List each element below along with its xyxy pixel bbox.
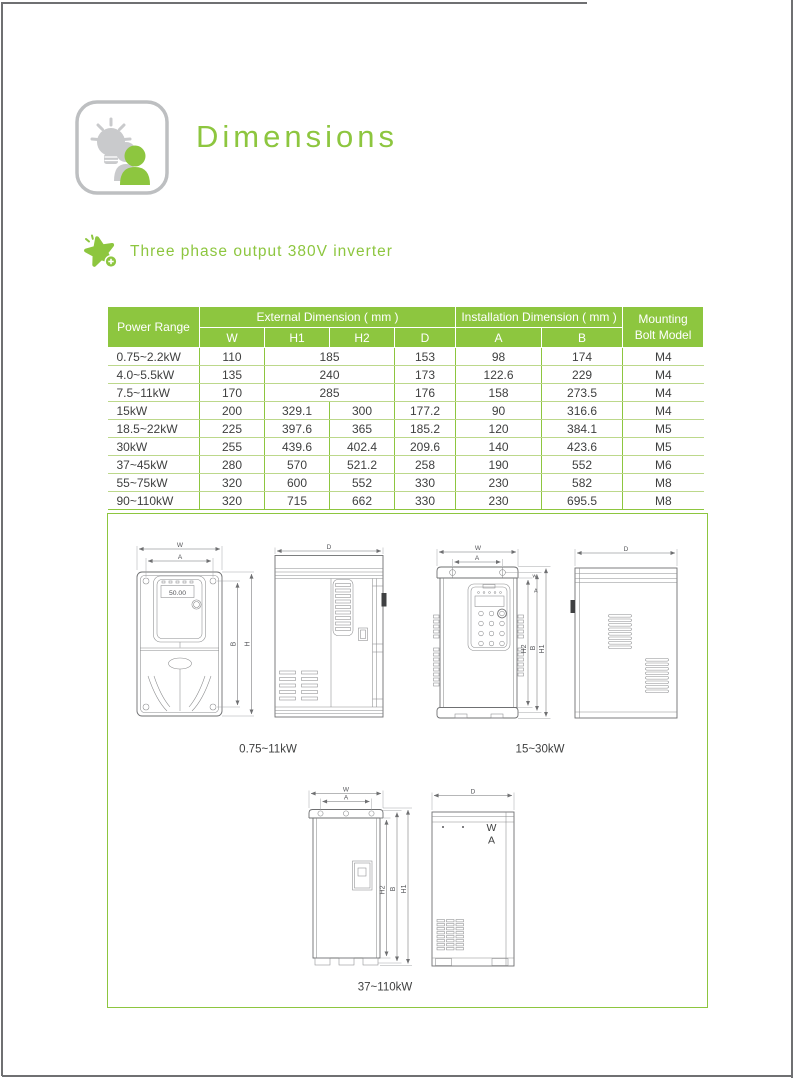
dim-label-b: B	[390, 886, 397, 892]
cell-h2: 552	[330, 474, 395, 492]
dim-label-b: B	[230, 641, 238, 647]
cell-b: 384.1	[542, 420, 623, 438]
cell-bolt: M4	[623, 384, 704, 402]
cell-w: 200	[200, 402, 265, 420]
star-icon	[82, 234, 122, 277]
side-label-w: W	[486, 822, 497, 834]
cell-h1: 397.6	[265, 420, 330, 438]
dim-label-d: D	[326, 543, 332, 551]
subheader-d: D	[395, 328, 456, 348]
table-row	[108, 348, 704, 366]
display-medium	[475, 596, 504, 607]
dim-label-w: W	[176, 541, 184, 549]
cell-a: 190	[456, 456, 542, 474]
dim-label-d: D	[623, 545, 629, 553]
cell-bolt: M4	[623, 402, 704, 420]
dim-label-w: W	[342, 786, 350, 794]
cell-a: 230	[456, 492, 542, 510]
header-mounting-bolt: Mounting Bolt Model	[623, 307, 704, 348]
subheader-a: A	[456, 328, 542, 348]
cell-a: 90	[456, 402, 542, 420]
cell-range: 30kW	[108, 438, 200, 456]
cell-d: 173	[395, 366, 456, 384]
cell-a: 230	[456, 474, 542, 492]
cell-a: 140	[456, 438, 542, 456]
mount-tab	[382, 593, 387, 607]
table-row	[108, 366, 704, 384]
front-view-large	[309, 786, 412, 965]
cell-h1: 600	[265, 474, 330, 492]
cell-a: 158	[456, 384, 542, 402]
cell-b: 174	[542, 348, 623, 366]
page-border-right	[791, 0, 793, 1078]
cell-w: 170	[200, 384, 265, 402]
front-view-medium	[434, 545, 551, 719]
cell-h: 185	[265, 348, 395, 366]
cell-range: 37~45kW	[108, 456, 200, 474]
side-label-a: A	[487, 834, 496, 847]
subheader-b: B	[542, 328, 623, 348]
cell-b: 552	[542, 456, 623, 474]
page-border-left	[1, 2, 3, 1076]
cell-h2: 365	[330, 420, 395, 438]
vent-slots-icon	[280, 671, 318, 700]
logo-oval	[169, 658, 192, 669]
cell-range: 4.0~5.5kW	[108, 366, 200, 384]
cell-w: 320	[200, 492, 265, 510]
side-view-medium	[571, 546, 678, 718]
cell-w: 320	[200, 474, 265, 492]
dim-label-d: D	[470, 788, 476, 796]
dim-label-a: A	[474, 554, 480, 562]
cell-a: 122.6	[456, 366, 542, 384]
cell-b: 273.5	[542, 384, 623, 402]
side-view-large	[432, 788, 514, 966]
caption-medium: 15~30kW	[515, 743, 565, 756]
page-title: Dimensions	[196, 119, 398, 154]
cell-b: 695.5	[542, 492, 623, 510]
cell-d: 330	[395, 492, 456, 510]
cell-range: 18.5~22kW	[108, 420, 200, 438]
dim-label-b: B	[530, 645, 537, 651]
display-value: 50.00	[168, 589, 187, 597]
header-external-dimension: External Dimension ( mm )	[200, 307, 456, 328]
cell-h2: 300	[330, 402, 395, 420]
vent-slots-icon	[437, 920, 464, 950]
cell-b: 316.6	[542, 402, 623, 420]
cell-bolt: M4	[623, 366, 704, 384]
cell-w: 110	[200, 348, 265, 366]
cell-w: 255	[200, 438, 265, 456]
front-view-small	[137, 542, 254, 716]
cell-h1: 329.1	[265, 402, 330, 420]
cell-h1: 570	[265, 456, 330, 474]
drawing-group-medium	[434, 545, 678, 756]
dim-label-small-w: w	[532, 573, 537, 580]
cell-h1: 439.6	[265, 438, 330, 456]
cell-range: 7.5~11kW	[108, 384, 200, 402]
subheader-w: W	[200, 328, 265, 348]
dim-label-w: W	[474, 544, 482, 552]
cell-bolt: M4	[623, 348, 704, 366]
dim-label-h: H	[244, 641, 252, 647]
cell-d: 209.6	[395, 438, 456, 456]
side-view-small	[275, 544, 387, 717]
caption-small: 0.75~11kW	[239, 743, 297, 756]
drawings-panel	[107, 513, 708, 1008]
table-row	[108, 402, 704, 420]
table-row	[108, 384, 704, 402]
cell-h1: 715	[265, 492, 330, 510]
cell-bolt: M5	[623, 438, 704, 456]
cell-w: 225	[200, 420, 265, 438]
keypad-window	[353, 861, 373, 890]
vent-grille-icon	[609, 615, 632, 649]
cell-range: 0.75~2.2kW	[108, 348, 200, 366]
header-icon	[74, 99, 171, 202]
page-border-top	[2, 2, 587, 4]
page-border-bottom	[2, 1075, 792, 1077]
drawing-group-small	[137, 542, 387, 756]
dim-label-small-a: A	[534, 588, 538, 595]
caption-large: 37~110kW	[357, 981, 413, 994]
keypad-medium	[468, 584, 510, 651]
cell-range: 55~75kW	[108, 474, 200, 492]
cell-w: 280	[200, 456, 265, 474]
cell-d: 153	[395, 348, 456, 366]
cell-d: 185.2	[395, 420, 456, 438]
cell-bolt: M8	[623, 492, 704, 510]
table-row	[108, 492, 704, 510]
vent-grille-icon	[333, 580, 353, 636]
cell-b: 582	[542, 474, 623, 492]
table-row	[108, 438, 704, 456]
cell-d: 330	[395, 474, 456, 492]
dim-label-a: A	[343, 794, 349, 802]
cell-h: 285	[265, 384, 395, 402]
cell-d: 258	[395, 456, 456, 474]
cell-bolt: M8	[623, 474, 704, 492]
vent-grille-icon	[646, 659, 669, 693]
cell-range: 90~110kW	[108, 492, 200, 510]
section-subtitle: Three phase output 380V inverter	[130, 243, 393, 260]
cell-w: 135	[200, 366, 265, 384]
drawing-group-large	[309, 786, 514, 993]
cell-h2: 402.4	[330, 438, 395, 456]
header-power-range: Power Range	[108, 307, 200, 348]
table-row	[108, 474, 704, 492]
header-installation-dimension: Installation Dimension ( mm )	[456, 307, 623, 328]
dim-label-a: A	[177, 554, 183, 561]
table-row	[108, 456, 704, 474]
cell-h: 240	[265, 366, 395, 384]
cell-range: 15kW	[108, 402, 200, 420]
cell-h2: 662	[330, 492, 395, 510]
cell-d: 177.2	[395, 402, 456, 420]
cell-bolt: M5	[623, 420, 704, 438]
dim-label-h2: H2	[521, 644, 528, 654]
dim-label-h1: H1	[539, 644, 546, 654]
table-row	[108, 420, 704, 438]
cell-h2: 521.2	[330, 456, 395, 474]
dim-label-h2: H2	[379, 885, 387, 895]
cell-a: 98	[456, 348, 542, 366]
dim-label-h1: H1	[401, 884, 408, 894]
subheader-h1: H1	[265, 328, 330, 348]
cell-b: 229	[542, 366, 623, 384]
mount-tab	[571, 600, 576, 613]
keypad-small	[154, 576, 206, 642]
cell-a: 120	[456, 420, 542, 438]
cell-b: 423.6	[542, 438, 623, 456]
dimensions-table	[107, 306, 703, 510]
subheader-h2: H2	[330, 328, 395, 348]
cell-bolt: M6	[623, 456, 704, 474]
cell-d: 176	[395, 384, 456, 402]
